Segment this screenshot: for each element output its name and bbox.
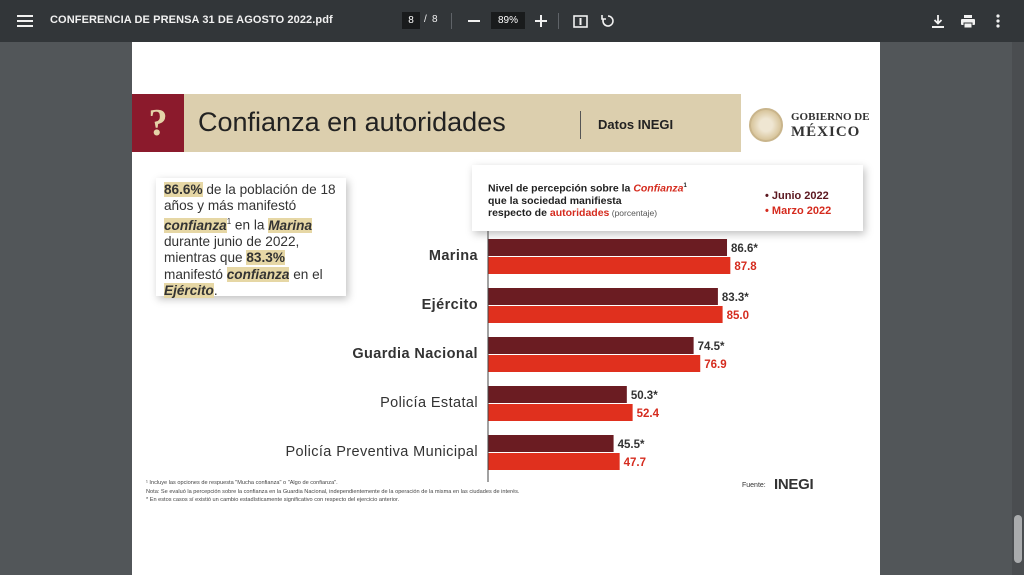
national-seal-icon [749,108,783,142]
gov-logo-line2: MÉXICO [791,124,861,140]
toolbar-divider [451,13,452,29]
chart-desc-unit: (porcentaje) [609,207,658,218]
summary-text-part: . [213,282,218,298]
data-label: 76.9 [704,359,727,371]
document-title: CONFERENCIA DE PRENSA 31 DE AGOSTO 2022.pdf [50,14,333,26]
data-label: 83.3* [721,292,749,304]
print-icon[interactable] [958,11,978,31]
data-label: 74.5* [697,341,725,353]
data-label: 50.3* [630,390,658,402]
summary-text-part: en la [231,217,269,233]
chart-desc-keyword: autoridades [549,206,610,219]
more-vert-icon[interactable] [988,11,1008,31]
slide-subtitle: Datos INEGI [598,117,674,132]
chart-description [488,180,748,219]
plus-icon[interactable] [531,11,551,31]
footnote-2: Nota: Se evaluó la percepción sobre la confianza en la Guardia Nacional, independientemente de la operación de la misma en las ciudades de interés. [146,488,520,495]
bar-junio [488,288,718,305]
page-number-input[interactable]: 8 [402,12,420,29]
bar-junio [488,337,694,354]
inegi-logo: INEGI [774,476,814,493]
bar-junio [488,239,727,256]
pdf-toolbar [0,0,1024,42]
summary-text-part: durante junio de 2022, mientras que [164,234,300,266]
bar-marzo [488,306,723,323]
summary-keyword: Ejército [164,282,214,298]
chart-header-box [472,165,863,231]
data-label: 87.8 [734,261,757,273]
summary-text-part: de la población de 18 años y más manifestó [164,182,336,214]
chart-desc-footnote-ref: 1 [683,183,687,189]
question-mark-icon: ? [132,94,184,152]
category-label: Guardia Nacional [352,346,478,362]
gobierno-de-mexico-logo [749,108,869,148]
slide-title: Confianza en autoridades [198,107,506,137]
data-label: 47.7 [623,457,647,469]
legend-item-junio: • Junio 2022 [765,190,829,202]
data-label: 45.5* [617,439,645,451]
legend-item-marzo: • Marzo 2022 [765,205,832,217]
fit-page-icon[interactable] [570,11,590,31]
summary-keyword: confianza [226,266,290,282]
pdf-page [132,42,880,575]
chart-desc-part: respecto de [488,206,550,219]
summary-text-part: en el [289,266,323,282]
scrollbar-track[interactable] [1012,42,1024,575]
chart-legend [765,189,831,219]
summary-keyword: Marina [268,217,313,233]
zoom-level-input[interactable]: 89% [491,12,525,29]
summary-text-part: manifestó [164,266,227,282]
category-label: Marina [428,248,478,264]
footnotes [146,479,706,505]
data-label: 86.6* [731,243,758,255]
summary-pct-ejercito: 83.3% [246,250,285,266]
title-separator [580,111,581,139]
download-icon[interactable] [928,11,948,31]
gov-logo-line1: GOBIERNO DE [791,111,870,123]
bar-marzo [488,404,633,421]
rotate-icon[interactable] [598,11,618,31]
category-label: Policía Estatal [380,395,478,411]
chart-desc-keyword: Confianza [633,182,684,195]
chart-desc-part: Nivel de percepción sobre la [488,182,634,195]
page-total: 8 [432,14,438,25]
page-separator: / [424,14,427,25]
summary-keyword: confianza [164,217,227,233]
minus-icon[interactable] [464,11,484,31]
data-label: 85.0 [726,310,749,322]
bar-marzo [488,355,700,372]
chart-desc-part: que la sociedad manifiesta [488,194,622,207]
bar-marzo [488,453,620,470]
pdf-viewer [0,42,1024,575]
summary-footnote-ref: 1 [226,217,232,227]
summary-pct-marina: 86.6% [164,182,203,197]
bar-marzo [488,257,730,274]
bar-chart [132,227,880,487]
menu-icon[interactable] [15,11,35,31]
scrollbar-thumb[interactable] [1014,515,1022,563]
bar-junio [488,435,614,452]
bar-junio [488,386,627,403]
footnote-1: ¹ Incluye las opciones de respuesta "Mucha confianza" o "Algo de confianza". [146,480,338,486]
data-label: 52.4 [636,408,660,420]
category-label: Ejército [421,297,478,313]
category-label: Policía Preventiva Municipal [285,444,478,460]
toolbar-divider [558,13,559,29]
footnote-3: * En estos casos sí existió un cambio estadísticamente significativo con respecto del ejercicio anterior. [146,497,400,504]
source-label: Fuente: [742,482,766,489]
